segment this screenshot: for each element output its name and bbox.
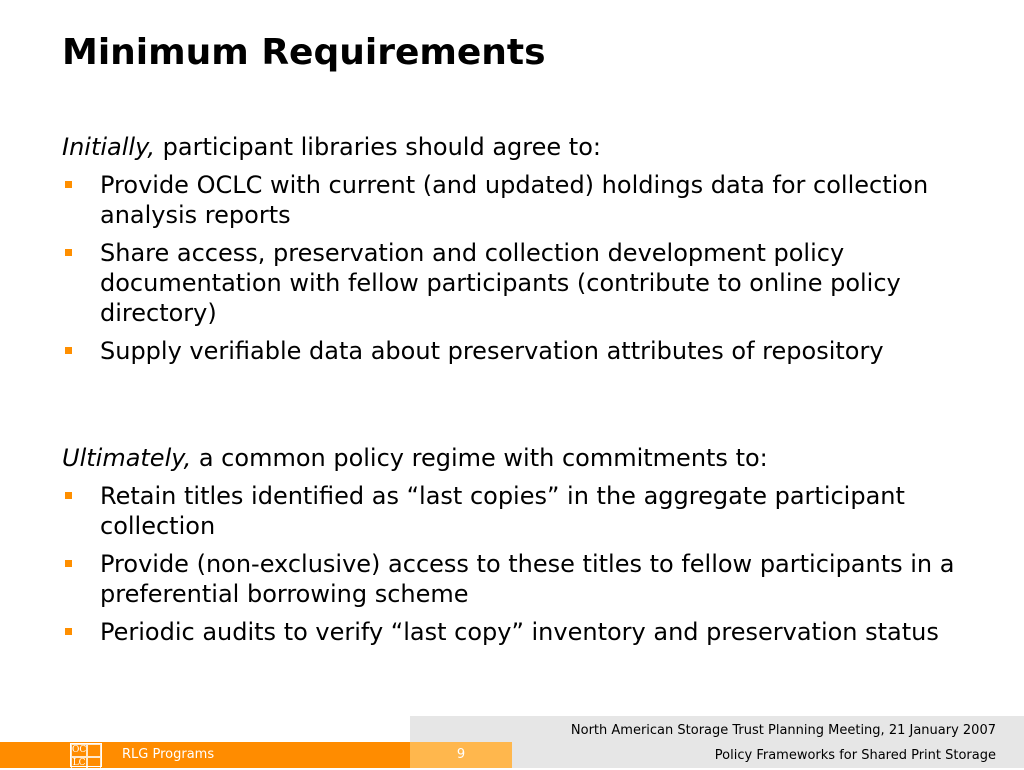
bullet-square-icon xyxy=(65,181,72,188)
initial-bullet-list xyxy=(62,170,972,366)
list-item-text: Provide OCLC with current (and updated) holdings data for collection analysis reports xyxy=(100,171,929,229)
ultimate-lead-italic: Ultimately, xyxy=(62,444,192,472)
list-item xyxy=(62,336,972,366)
initial-lead xyxy=(62,132,972,162)
logo-letter xyxy=(87,757,101,770)
list-item xyxy=(62,549,972,609)
slide-title: Minimum Requirements xyxy=(62,32,546,73)
logo-letter: LC xyxy=(72,758,86,768)
footer-presentation-title: Policy Frameworks for Shared Print Storage xyxy=(714,748,996,763)
ultimate-lead xyxy=(62,443,972,473)
bullet-square-icon xyxy=(65,347,72,354)
bullet-square-icon xyxy=(65,249,72,256)
initial-lead-text: participant libraries should agree to: xyxy=(155,133,601,161)
list-item-text: Retain titles identified as “last copies” in the aggregate participant collection xyxy=(100,482,905,540)
bullet-square-icon xyxy=(65,560,72,567)
bullet-square-icon xyxy=(65,628,72,635)
footer-meeting-text: North American Storage Trust Planning Meeting, 21 January 2007 xyxy=(570,723,996,738)
footer-org-name: RLG Programs xyxy=(122,747,215,762)
list-item-text: Provide (non-exclusive) access to these titles to fellow participants in a preferential borrowing scheme xyxy=(100,550,955,608)
list-item xyxy=(62,481,972,541)
initial-section xyxy=(62,132,972,374)
list-item-text: Supply verifiable data about preservation attributes of repository xyxy=(100,337,884,365)
ultimate-section xyxy=(62,443,972,655)
bullet-square-icon xyxy=(65,492,72,499)
list-item xyxy=(62,238,972,328)
list-item xyxy=(62,617,972,647)
oclc-logo-icon xyxy=(70,743,102,767)
logo-letter: OC xyxy=(72,745,87,755)
logo-letter xyxy=(87,744,101,757)
list-item-text: Periodic audits to verify “last copy” inventory and preservation status xyxy=(100,618,939,646)
list-item-text: Share access, preservation and collection development policy documentation with fellow participants (contribute to online policy directory) xyxy=(100,239,901,327)
initial-lead-italic: Initially, xyxy=(62,133,156,161)
page-number: 9 xyxy=(410,742,512,768)
ultimate-lead-text: a common policy regime with commitments to: xyxy=(191,444,768,472)
ultimate-bullet-list xyxy=(62,481,972,647)
list-item xyxy=(62,170,972,230)
